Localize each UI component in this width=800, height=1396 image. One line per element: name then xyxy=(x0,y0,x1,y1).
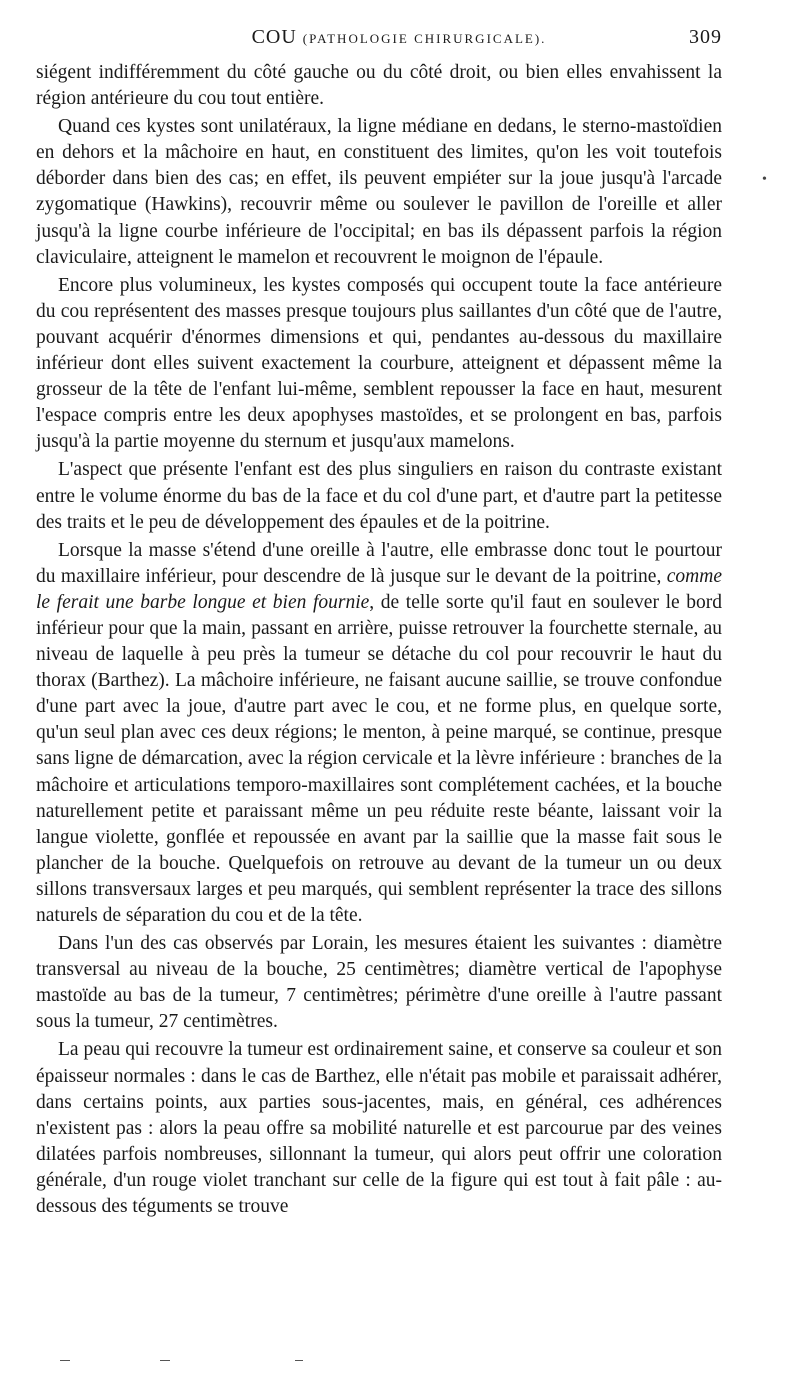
footer-dash-2 xyxy=(160,1360,170,1361)
paragraph-3: Encore plus volumineux, les kystes composés qui occupent toute la face antérieure du cou représentent des masses presque toujours plus saillantes d'un côté que de l'autre, pouvant acquérir d'énormes dimensions et qui, pendantes au-dessous du maxillaire inférieur dont elles suivent exactement la courbure, atteignent et dépassent même la grosseur de la tête de l'enfant lui-même, semblent repousser la face en haut, mesurent l'espace compris entre les deux apophyses mastoïdes, et se prolongent en bas, parfois jusqu'à la partie moyenne du sternum et jusqu'aux mamelons. xyxy=(36,274,722,453)
body-text xyxy=(36,60,722,1220)
running-head-subtitle: (PATHOLOGIE CHIRURGICALE). xyxy=(302,31,547,46)
paragraph-5-text-before: Lorsque la masse s'étend d'une oreille à l'autre, elle embrasse donc tout le pourtour du maxillaire inférieur, pour descendre de là jusque sur le devant de la poitrine, xyxy=(36,539,722,587)
margin-dot-mark: • xyxy=(762,172,767,187)
paragraph-5 xyxy=(36,538,722,929)
running-head-main: COU xyxy=(251,26,297,48)
paragraph-4: L'aspect que présente l'enfant est des plus singuliers en raison du contraste existant entre le volume énorme du bas de la face et du col d'une part, et d'autre part la petitesse des traits et le peu de développement des épaules et de la poitrine. xyxy=(36,459,722,533)
paragraph-5-italic-phrase: comme le ferait une barbe longue et bien fournie xyxy=(36,565,722,613)
paragraph-7: La peau qui recouvre la tumeur est ordinairement saine, et conserve sa couleur et son épaisseur normales : dans le cas de Barthez, elle n'était pas mobile et paraissait adhérer, dans certains points, aux parties sous-jacentes, mais, en général, ces adhérences n'existent pas : alors la peau offre sa mobilité naturelle et est parcourue par des veines dilatées parfois nombreuses, sillonnant la tumeur, qui alors peut offrir une coloration générale, d'un rouge violet tranchant sur celle de la figure qui est tout à fait pâle : au-dessous des téguments se trouve xyxy=(36,1039,722,1218)
footer-dash-3 xyxy=(295,1360,303,1361)
paragraph-1: siégent indifféremment du côté gauche ou du côté droit, ou bien elles envahissent la région antérieure du cou tout entière. xyxy=(36,62,722,110)
book-page xyxy=(36,26,722,1220)
running-head-title xyxy=(212,26,547,49)
page-number: 309 xyxy=(689,26,722,48)
running-head xyxy=(36,26,722,60)
paragraph-6: Dans l'un des cas observés par Lorain, les mesures étaient les suivantes : diamètre transversal au niveau de la bouche, 25 centimètres; diamètre vertical de l'apophyse mastoïde au bas de la tumeur, 7 centimètres; périmètre d'une oreille à l'autre passant sous la tumeur, 27 centimètres. xyxy=(36,933,722,1033)
footer-marks xyxy=(60,1360,360,1364)
paragraph-2: Quand ces kystes sont unilatéraux, la ligne médiane en dedans, le sterno-mastoïdien en dehors et la mâchoire en haut, en constituent des limites, qu'on les voit toutefois déborder dans bien des cas; en effet, ils peuvent empiéter sur la joue jusqu'à l'arcade zygomatique (Hawkins), recouvrir même ou soulever le pavillon de l'oreille et aller jusqu'à la ligne courbe inférieure de l'occipital; en bas ils dépassent parfois la région claviculaire, atteignent le mamelon et recouvrent le moignon de l'épaule. xyxy=(36,116,722,268)
paragraph-5-text-after: , de telle sorte qu'il faut en soulever le bord inférieur pour que la main, passant en arrière, puisse retrouver la fourchette sternale, au niveau de laquelle à peu près la tumeur se détache du col pour recouvrir le haut du thorax (Barthez). La mâchoire inférieure, ne faisant aucune saillie, se trouve confondue d'une part avec la joue, d'autre part avec le cou, et ne forme plus, en quelque sorte, qu'un seul plan avec ces deux régions; le menton, à peine marqué, se continue, presque sans ligne de démarcation, avec la région cervicale et la lèvre inférieure : branches de la mâchoire et articulations temporo-maxillaires sont complétement cachées, et la bouche naturellement petite et paraissant même un peu réduite reste béante, laissant voir la langue violette, gonflée et repoussée en avant par la saillie que la masse fait sous le plancher de la bouche. Quelquefois on retrouve au devant de la tumeur un ou deux sillons transversaux larges et peu marqués, qui semblent représenter la trace des sillons naturels de séparation du cou et de la tête. xyxy=(36,591,722,926)
footer-dash-1 xyxy=(60,1360,70,1361)
